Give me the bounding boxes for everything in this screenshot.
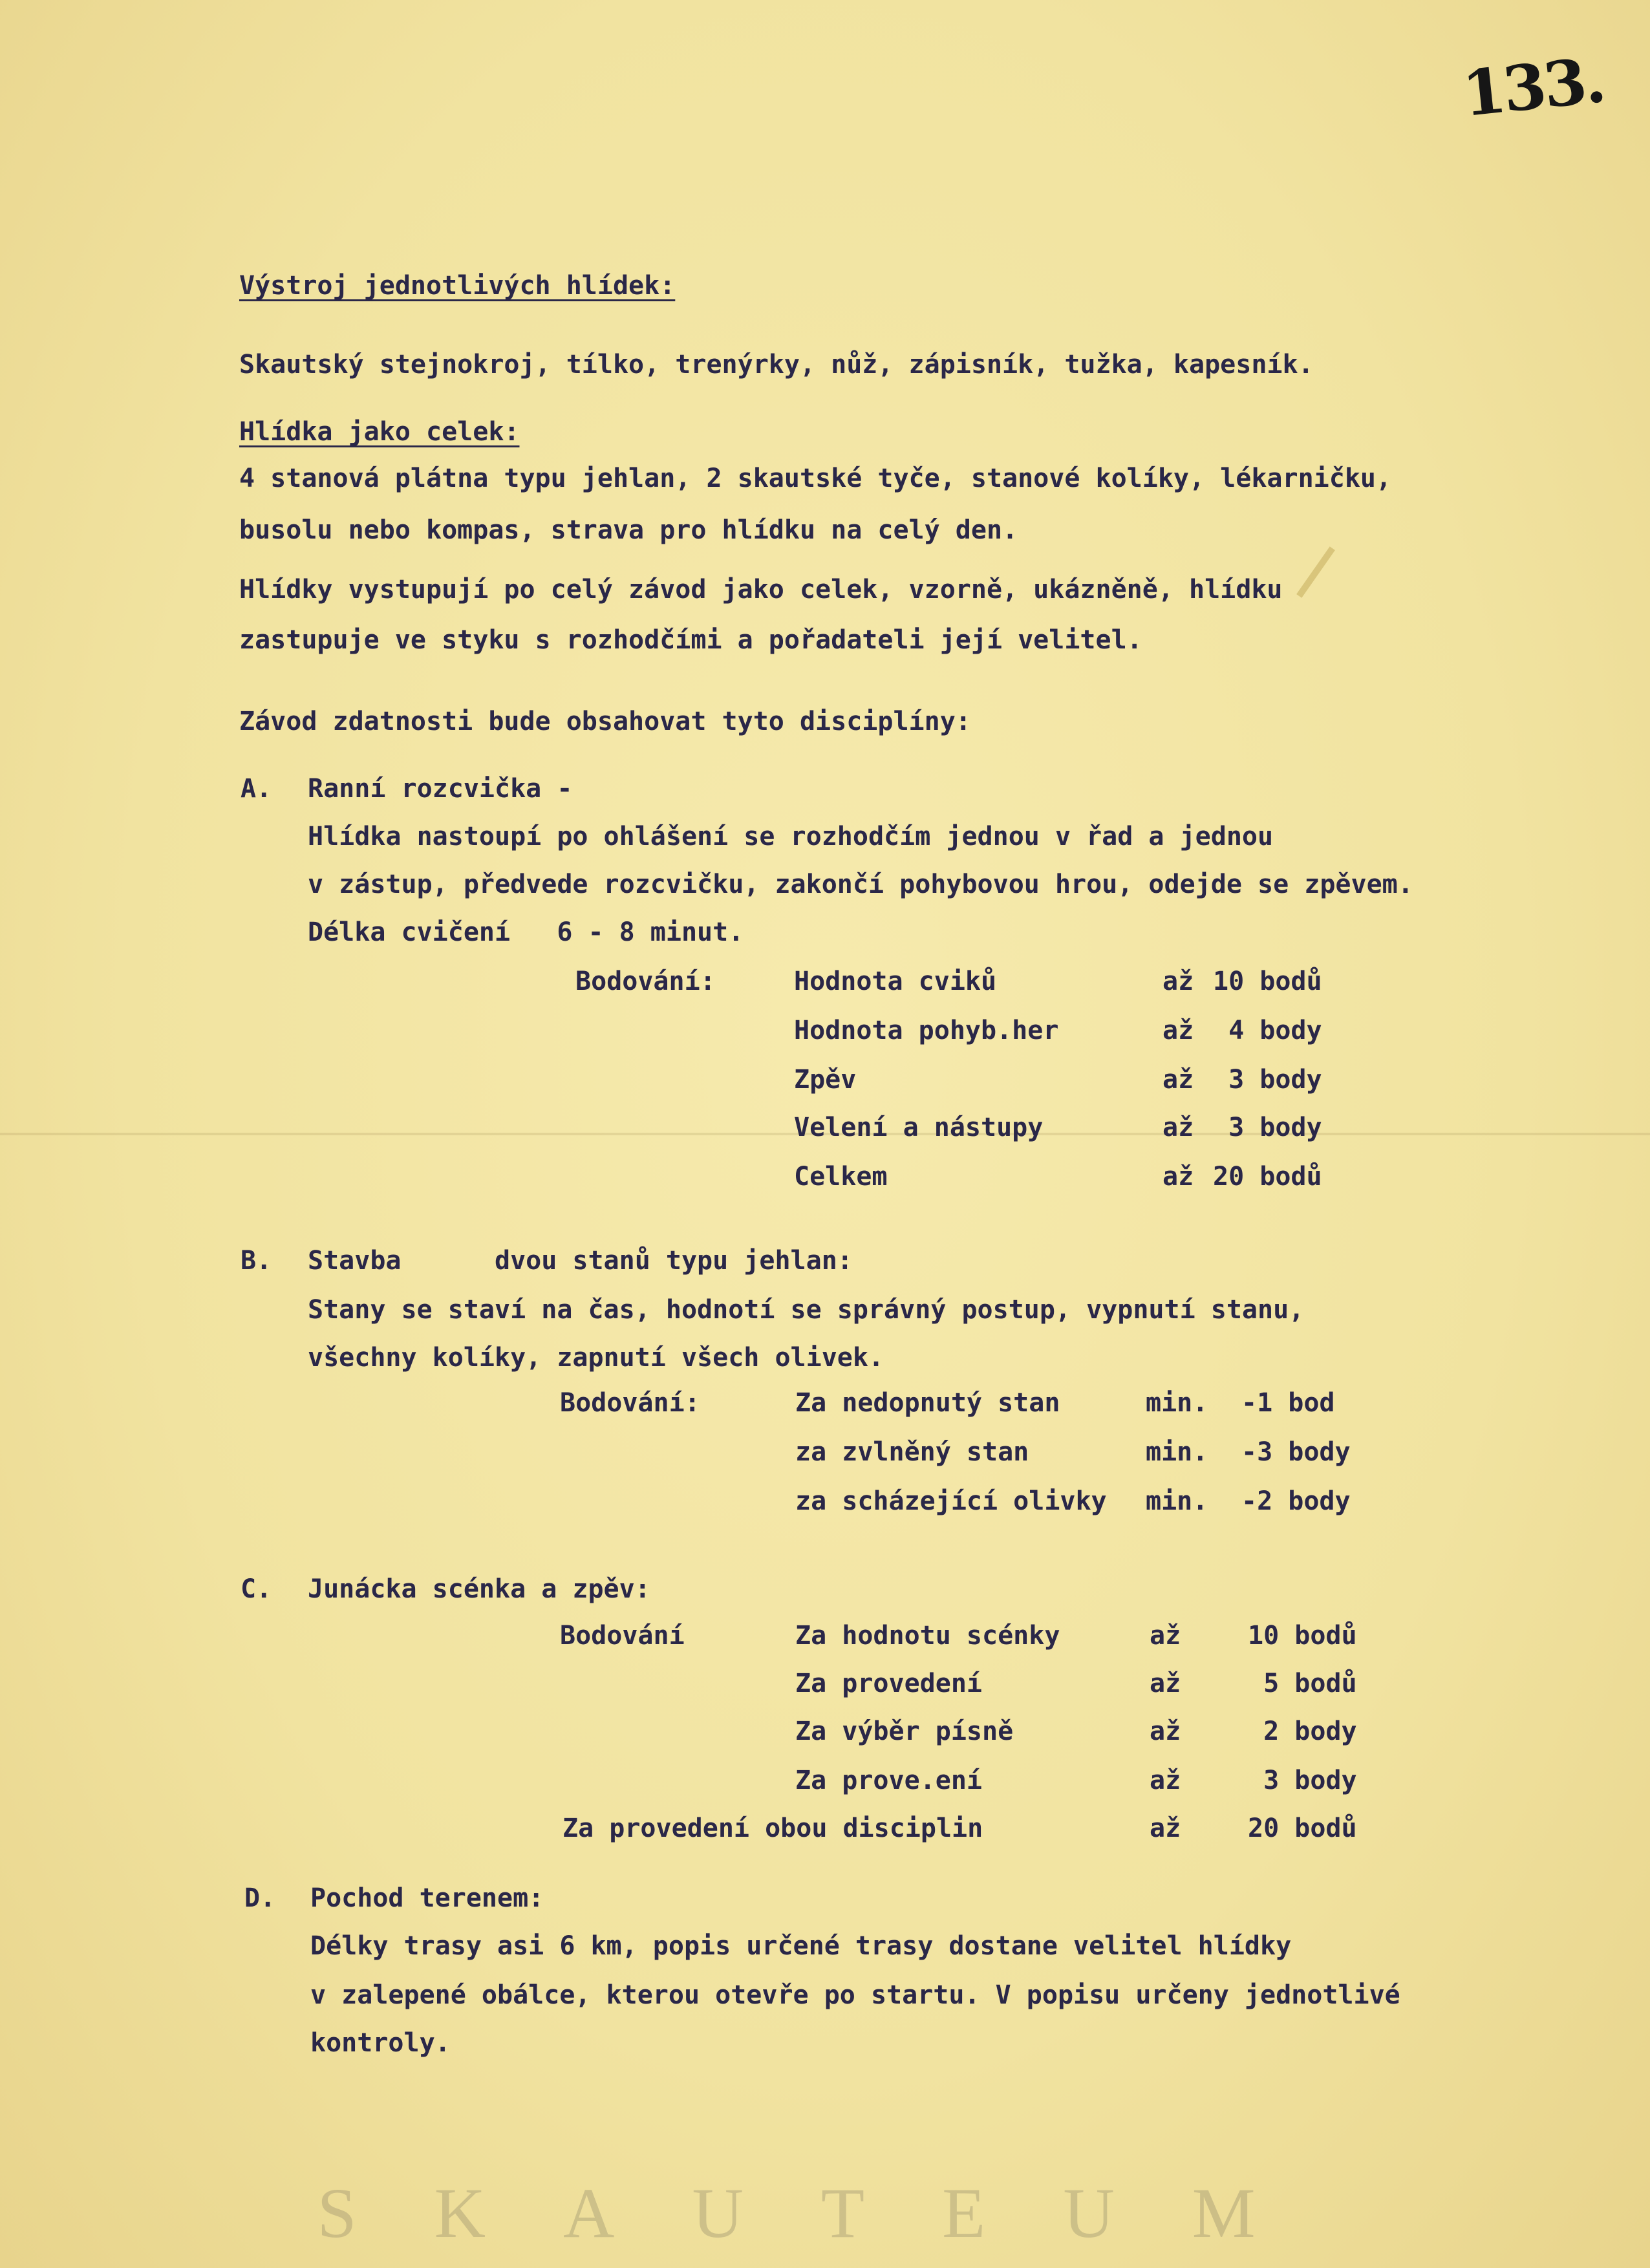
section-a-row-limit: až (1162, 1162, 1194, 1192)
section-c-row-points: 5 bodů (1248, 1669, 1357, 1698)
section-b-row-points: -3 body (1241, 1437, 1351, 1467)
equipment-heading: Výstroj jednotlivých hlídek: (239, 271, 676, 301)
section-a-row-item: Zpěv (794, 1065, 857, 1095)
section-b-line-1: Stany se staví na čas, hodnotí se správný postup, vypnutí stanu, (308, 1295, 1305, 1325)
page-number: 133. (1459, 43, 1607, 131)
unit-line-1: 4 stanová plátna typu jehlan, 2 skautské tyče, stanové kolíky, lékarničku, (239, 464, 1392, 493)
section-a-scoring-label: Bodování: (575, 967, 716, 996)
equipment-individual: Skautský stejnokroj, tílko, trenýrky, nůž, zápisník, tužka, kapesník. (239, 350, 1314, 380)
section-b-row-points: -1 bod (1241, 1388, 1335, 1418)
section-c-row-item: Za provedení (795, 1669, 982, 1698)
section-c-row-limit: až (1150, 1621, 1181, 1651)
section-b-letter: B. (241, 1246, 272, 1276)
section-a-line-1: Hlídka nastoupí po ohlášení se rozhodčím jednou v řad a jednou (308, 822, 1274, 851)
conduct-line-1: Hlídky vystupují po celý závod jako celek, vzorně, ukázněně, hlídku (239, 575, 1283, 604)
section-a-row-limit: až (1162, 1016, 1194, 1045)
section-c-row-limit: až (1150, 1766, 1181, 1795)
section-a-row-item: Celkem (794, 1162, 888, 1192)
section-c-row-limit: až (1150, 1669, 1181, 1698)
section-c-row-points: 3 body (1248, 1766, 1357, 1795)
section-a-line-2: v zástup, předvede rozcvičku, zakončí pohybovou hrou, odejde se zpěvem. (308, 870, 1413, 899)
section-c-total-points: 20 bodů (1248, 1813, 1357, 1843)
section-a-row-item: Velení a nástupy (794, 1113, 1044, 1142)
section-b-row-limit: min. (1146, 1388, 1208, 1418)
section-d-line-2: v zalepené obálce, kterou otevře po startu. V popisu určeny jednotlivé (310, 1980, 1400, 2010)
section-a-title: Ranní rozcvička - (308, 774, 573, 804)
section-a-row-points: 10 bodů (1213, 967, 1322, 996)
section-a-row-item: Hodnota pohyb.her (794, 1016, 1059, 1045)
section-a-row-limit: až (1162, 1113, 1194, 1142)
section-b-row-item: Za nedopnutý stan (795, 1388, 1060, 1418)
section-c-total-limit: až (1150, 1813, 1181, 1843)
section-c-row-points: 2 body (1248, 1717, 1357, 1746)
conduct-line-2: zastupuje ve styku s rozhodčími a pořadateli její velitel. (239, 625, 1142, 655)
unit-line-2: busolu nebo kompas, strava pro hlídku na celý den. (239, 515, 1018, 545)
unit-heading: Hlídka jako celek: (239, 417, 520, 447)
section-a-letter: A. (241, 774, 272, 804)
section-b-row-item: za scházející olivky (795, 1486, 1107, 1516)
section-c-row-points: 10 bodů (1248, 1621, 1357, 1651)
section-a-row-limit: až (1162, 967, 1194, 996)
section-a-row-limit: až (1162, 1065, 1194, 1095)
section-c-row-item: Za výběr písně (795, 1717, 1014, 1746)
section-c-title: Junácka scénka a zpěv: (308, 1574, 650, 1604)
section-b-row-item: za zvlněný stan (795, 1437, 1029, 1467)
section-c-scoring-label: Bodování (560, 1621, 685, 1651)
section-c-row-limit: až (1150, 1717, 1181, 1746)
section-a-row-points: 3 body (1213, 1113, 1322, 1142)
section-b-row-limit: min. (1146, 1437, 1208, 1467)
section-d-line-3: kontroly. (310, 2028, 451, 2058)
section-b-row-limit: min. (1146, 1486, 1208, 1516)
section-a-row-item: Hodnota cviků (794, 967, 997, 996)
section-c-total-label: Za provedení obou disciplin (562, 1813, 983, 1843)
section-c-row-item: Za hodnotu scénky (795, 1621, 1060, 1651)
section-b-title: Stavba dvou stanů typu jehlan: (308, 1246, 853, 1276)
section-a-row-points: 3 body (1213, 1065, 1322, 1095)
section-a-row-points: 4 body (1213, 1016, 1322, 1045)
section-b-scoring-label: Bodování: (560, 1388, 700, 1418)
section-a-row-points: 20 bodů (1213, 1162, 1322, 1192)
section-c-letter: C. (241, 1574, 272, 1604)
section-b-row-points: -2 body (1241, 1486, 1351, 1516)
section-c-row-item: Za prove.ení (795, 1766, 982, 1795)
section-b-line-2: všechny kolíky, zapnutí všech olivek. (308, 1343, 884, 1373)
section-d-letter: D. (244, 1883, 276, 1913)
disciplines-intro: Závod zdatnosti bude obsahovat tyto disciplíny: (239, 707, 971, 736)
section-a-line-3: Délka cvičení 6 - 8 minut. (308, 917, 744, 947)
section-d-title: Pochod terenem: (310, 1883, 544, 1913)
section-d-line-1: Délky trasy asi 6 km, popis určené trasy dostane velitel hlídky (310, 1931, 1292, 1961)
watermark: SKAUTEUM (317, 2174, 1333, 2252)
